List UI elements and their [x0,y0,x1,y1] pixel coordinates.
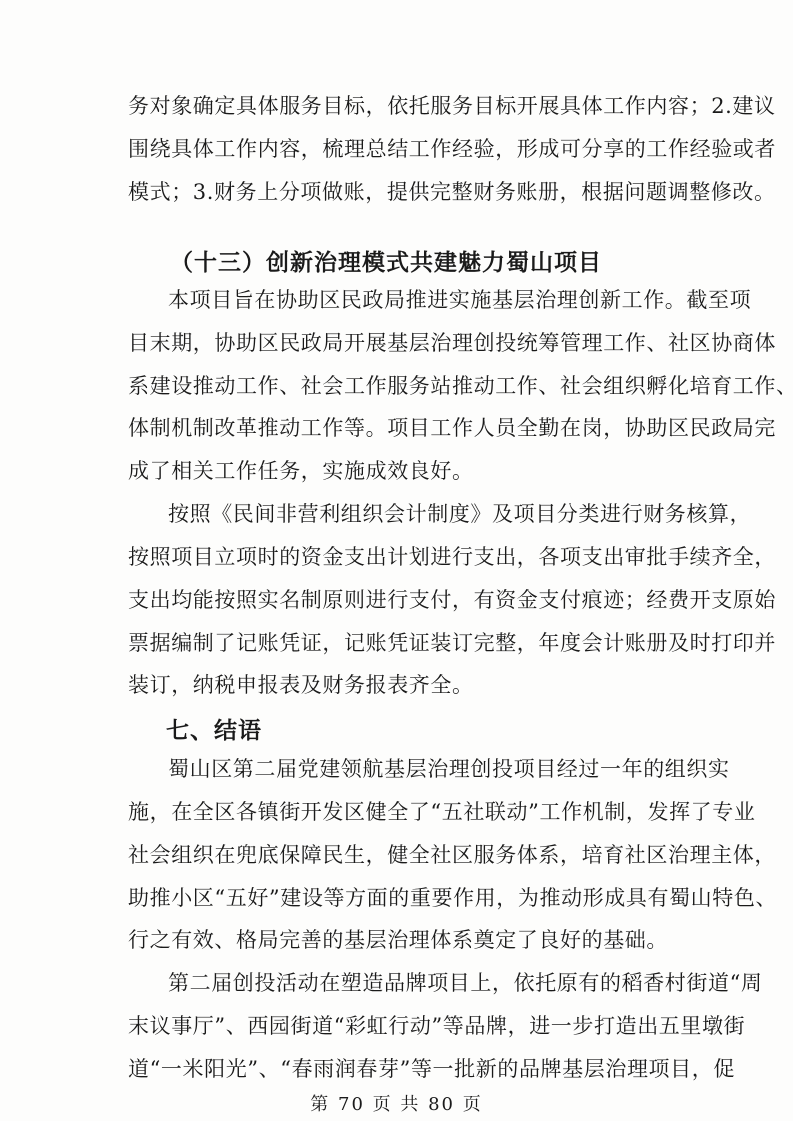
text-line: 施，在全区各镇街开发区健全了“五社联动”工作机制，发挥了专业 [128,800,756,824]
text-line: 体制机制改革推动工作等。项目工作人员全勤在岗，协助区民政局完 [128,416,776,440]
text-line: 围绕具体工作内容，梳理总结工作经验，形成可分享的工作经验或者 [128,137,776,161]
section-heading: （十三）创新治理模式共建魅力蜀山项目 [170,250,602,276]
text-line: 模式；3.财务上分项做账，提供完整财务账册，根据问题调整修改。 [128,180,776,204]
text-line: 助推小区“五好”建设等方面的重要作用，为推动形成具有蜀山特色、 [128,886,778,910]
section-heading: 七、结语 [166,718,262,744]
text-line: 蜀山区第二届党建领航基层治理创投项目经过一年的组织实 [168,757,730,781]
text-line: 末议事厅”、西园街道“彩虹行动”等品牌，进一步打造出五里墩街 [128,1014,746,1038]
text-line: 第二届创投活动在塑造品牌项目上，依托原有的稻香村街道“周 [168,971,763,995]
text-line: 社会组织在兜底保障民生，健全社区服务体系，培育社区治理主体， [128,843,776,867]
text-line: 按照《民间非营利组织会计制度》及项目分类进行财务核算， [168,502,752,526]
text-line: 道“一米阳光”、“春雨润春芽”等一批新的品牌基层治理项目，促 [128,1057,735,1081]
text-line: 务对象确定具体服务目标，依托服务目标开展具体工作内容；2.建议 [128,94,776,118]
text-line: 装订，纳税申报表及财务报表齐全。 [128,673,474,697]
text-line: 支出均能按照实名制原则进行支付，有资金支付痕迹；经费开支原始 [128,588,776,612]
text-line: 目末期，协助区民政局开展基层治理创投统筹管理工作、社区协商体 [128,331,776,355]
text-line: 系建设推动工作、社会工作服务站推动工作、社会组织孵化培育工作、 [128,374,798,398]
text-line: 按照项目立项时的资金支出计划进行支出，各项支出审批手续齐全， [128,545,776,569]
text-line: 成了相关工作任务，实施成效良好。 [128,459,474,483]
page-number-footer: 第 70 页 共 80 页 [310,1094,483,1115]
text-line: 本项目旨在协助区民政局推进实施基层治理创新工作。截至项 [168,288,752,312]
text-line: 票据编制了记账凭证，记账凭证装订完整，年度会计账册及时打印并 [128,631,776,655]
text-line: 行之有效、格局完善的基层治理体系奠定了良好的基础。 [128,928,668,952]
